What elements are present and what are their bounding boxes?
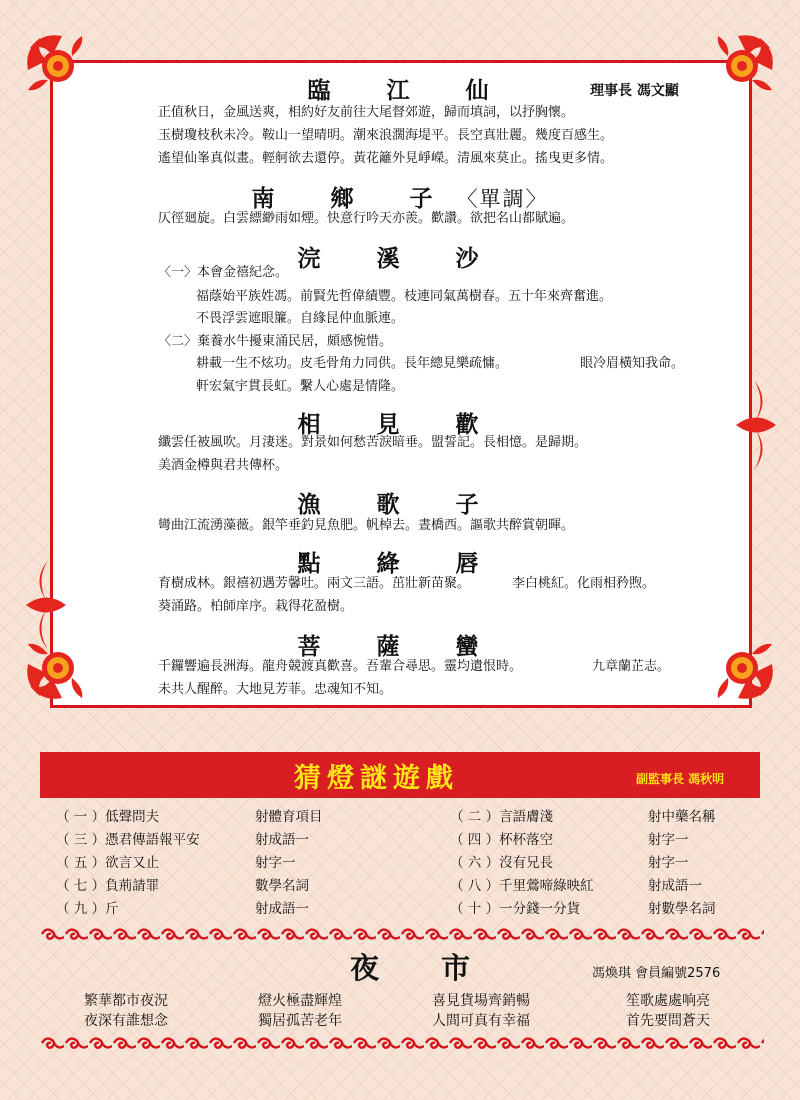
riddle-question: （ 四 ）杯杯落空: [450, 832, 554, 848]
poem-line: 正值秋日，金風送爽，相約好友前往大尾督郊遊，歸而填詞，以抒胸懷。: [158, 105, 575, 120]
riddle-answer-type: 射字一: [648, 832, 689, 848]
poem-line: 不畏浮雲遮眼簾。自緣昆仲血脈連。: [196, 311, 405, 326]
poem-title: 臨 江 仙: [307, 78, 513, 104]
riddle-question: （ 二 ）言語膚淺: [450, 809, 554, 825]
riddle-answer-type: 射字一: [255, 855, 296, 871]
poem-line: 福蔭始平族姓馮。前賢先哲偉績豐。枝連同氣萬樹春。五十年來齊奮進。: [196, 289, 613, 304]
poem-line: 仄徑廻旋。白雲縹緲雨如煙。快意行吟天亦羨。歡讚。欲把名山都賦遍。: [158, 211, 575, 226]
poem-line: 笙歌處處响亮: [626, 993, 710, 1009]
poem-title: 點 絳 唇: [297, 551, 503, 577]
riddle-question: （ 一 ）低聲問夫: [56, 809, 160, 825]
riddle-answer-type: 數學名詞: [255, 878, 309, 894]
poem-line: 美酒金樽與君共傳杯。: [158, 458, 289, 473]
poem-line: 未共人醒醉。大地見芳菲。忠魂知不知。: [158, 682, 393, 697]
poem-line: 千鑼響遍長洲海。龍舟競渡真歡喜。吾輩合尋思。靈均遺恨時。: [158, 659, 523, 674]
riddle-question: （ 七 ）負荊請罪: [56, 878, 160, 894]
riddle-question: （ 十 ）一分錢一分貨: [450, 901, 581, 917]
riddle-answer-type: 射體育項目: [255, 809, 323, 825]
poem-line: 葵涌路。柏師庠序。栽得花盈樹。: [158, 599, 354, 614]
riddle-question: （ 九 ）斤: [56, 901, 119, 917]
riddle-answer-type: 射中藥名稱: [648, 809, 716, 825]
poem-line: 李白桃紅。化雨相矜煦。: [512, 576, 656, 591]
poem-title: 相 見 歡: [297, 412, 503, 438]
wave-border-icon: [40, 925, 764, 943]
poem-line: 眼冷眉橫知我命。: [580, 356, 685, 371]
poem-line: 耕載一生不炫功。皮毛骨角力同供。長年總見樂疏慵。: [196, 356, 509, 371]
poem-title: 漁 歌 子: [297, 492, 503, 518]
poem-line: 〈二〉棄養水牛擾東涌民居，頗感惋惜。: [158, 334, 393, 349]
poem-line: 獨居孤苦老年: [258, 1013, 342, 1029]
poem-line: 纖雲任被風吹。月淒迷。對景如何愁苦淚暗垂。盟誓記。長相憶。是歸期。: [158, 435, 588, 450]
riddle-question: （ 五 ）欲言又止: [56, 855, 160, 871]
poem-line: 〈一〉本會金禧紀念。: [158, 265, 289, 280]
poem-line: 九章蘭芷志。: [592, 659, 671, 674]
riddle-answer-type: 射字一: [648, 855, 689, 871]
riddle-answer-type: 射成語一: [255, 832, 309, 848]
night-market-author: 馮煥琪 會員編號2576: [592, 966, 721, 981]
riddle-answer-type: 射數學名詞: [648, 901, 716, 917]
poem-line: 夜深有誰想念: [84, 1013, 168, 1029]
poem-line: 彎曲江流湧藻薇。銀竿垂釣見魚肥。帆棹去。晝橋西。謳歌共醉賞朝暉。: [158, 518, 575, 533]
poem-line: 遙望仙峯真似畫。輕舸欲去還停。黃花籬外見崢嶸。清風來莫止。搖曳更多情。: [158, 151, 614, 166]
night-market-title: 夜 市: [350, 951, 497, 985]
poem-line: 首先要問蒼天: [626, 1013, 710, 1029]
riddle-answer-type: 射成語一: [648, 878, 702, 894]
poem-title: 菩 薩 蠻: [297, 634, 503, 660]
riddle-question: （ 三 ）憑君傳語報平安: [56, 832, 200, 848]
poem-line: 人間可真有幸福: [432, 1013, 530, 1029]
riddle-question: （ 八 ）千里鶯啼綠映紅: [450, 878, 594, 894]
poem-line: 燈火極盡輝煌: [258, 993, 342, 1009]
riddle-author: 副監事長 馮秋明: [636, 772, 725, 786]
poem-line: 繁華都市夜況: [84, 993, 168, 1009]
poem-title-main: 南 鄉 子: [251, 186, 457, 212]
poem-title: [0, 180, 800, 213]
riddle-answer-type: 射成語一: [255, 901, 309, 917]
riddle-title: 猜燈謎遊戲: [294, 763, 459, 794]
poem-line: 軒宏氣宇貫長虹。繫人心處是情隆。: [196, 379, 405, 394]
poem-line: 玉樹瓊枝秋未冷。鞍山一望晴明。潮來浪濶海堤平。長空真壯麗。幾度百感生。: [158, 128, 614, 143]
poem-title: 浣 溪 沙: [297, 246, 503, 272]
poem-line: 育樹成林。銀禧初遇芳馨吐。兩文三語。茁壯新苗聚。: [158, 576, 471, 591]
poem-author: 理事長 馮文顯: [590, 83, 679, 99]
riddle-question: （ 六 ）沒有兄長: [450, 855, 554, 871]
poem-title-sub: 〈單調〉: [456, 187, 549, 211]
wave-border-icon: [40, 1034, 764, 1052]
poem-line: 喜見貨場齊銷暢: [432, 993, 530, 1009]
